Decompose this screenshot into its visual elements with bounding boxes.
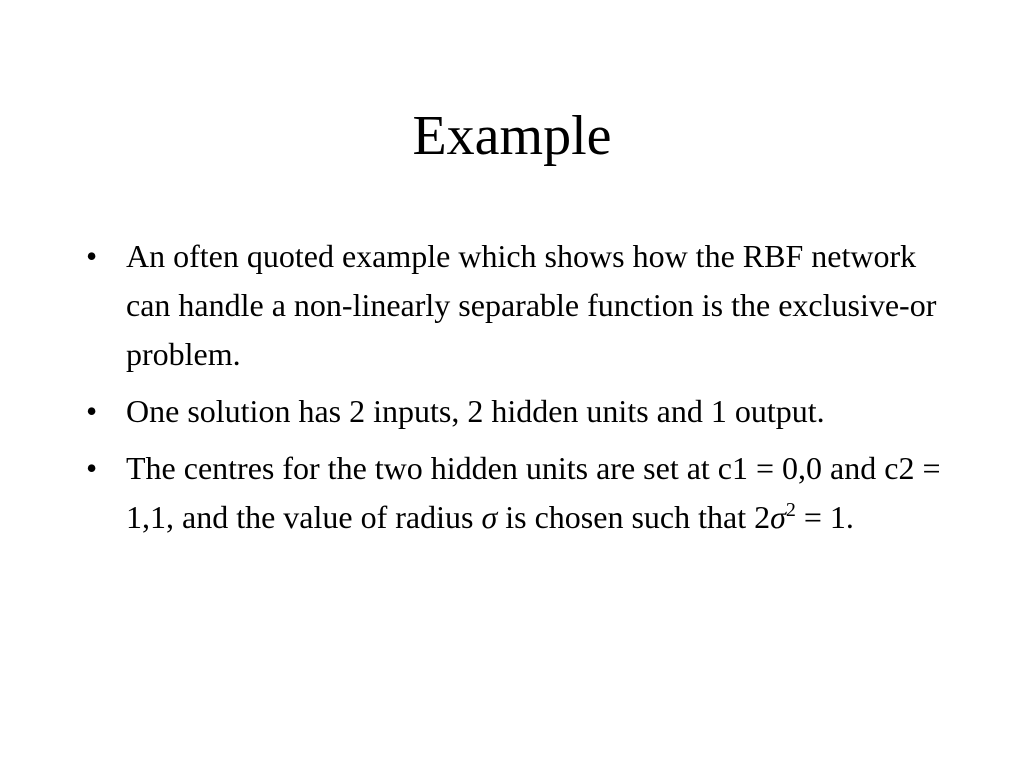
bullet-text-part: is chosen such that 2 bbox=[505, 499, 771, 535]
bullet-list bbox=[86, 232, 946, 550]
bullet-item bbox=[86, 232, 946, 379]
bullet-text-part: The centres for the two hidden units are set at c1 = 0,0 and c2 = 1,1, and the value of radius bbox=[126, 450, 941, 535]
slide-title: Example bbox=[412, 105, 612, 167]
bullet-text: An often quoted example which shows how the RBF network can handle a non-linearly separable function is the exclusive-or problem. bbox=[126, 238, 937, 372]
bullet-text-part: = 1. bbox=[795, 499, 854, 535]
sigma-symbol: σ bbox=[481, 499, 498, 535]
sigma-symbol: σ bbox=[770, 499, 786, 535]
bullet-marker: • bbox=[86, 238, 98, 274]
exponent: 2 bbox=[785, 499, 796, 521]
bullet-marker: • bbox=[86, 450, 98, 486]
bullet-item bbox=[86, 387, 946, 436]
bullet-item bbox=[86, 444, 946, 542]
bullet-text: One solution has 2 inputs, 2 hidden units and 1 output. bbox=[126, 393, 825, 429]
bullet-marker: • bbox=[86, 393, 98, 429]
